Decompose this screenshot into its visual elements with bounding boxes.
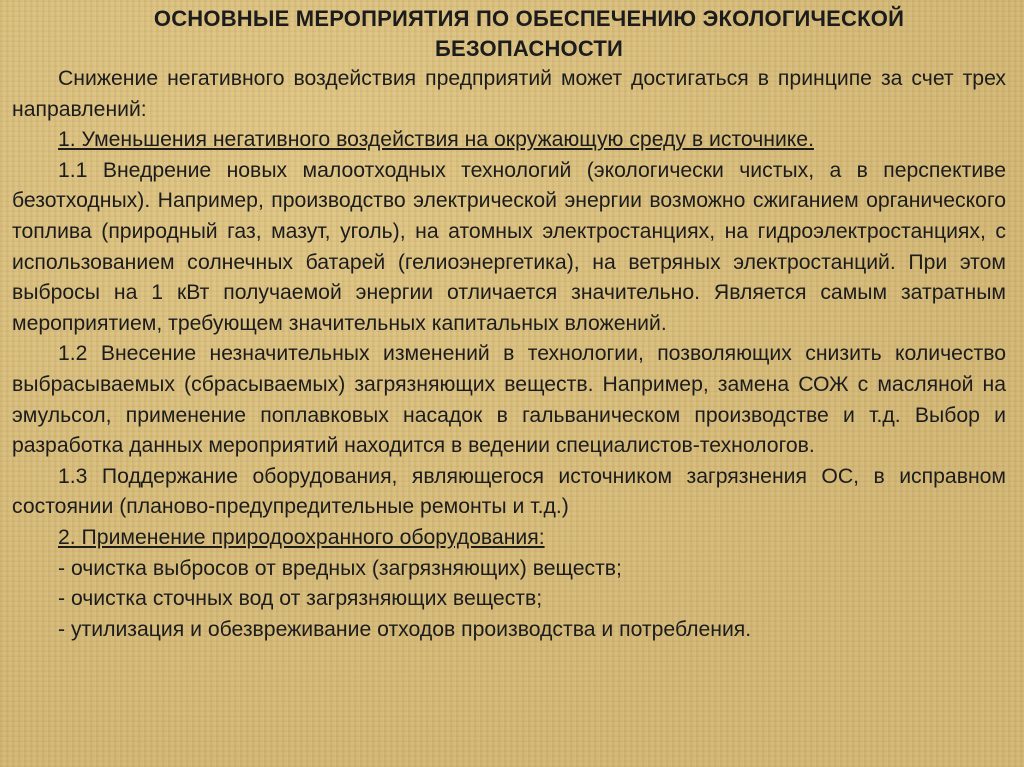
paragraph-1-1: 1.1 Внедрение новых малоотходных технологий (экологически чистых, а в перспективе безотходных). Например, производство электрической энергии возможно сжиганием органического топлива (природный газ, мазут, уголь), на атомных электростанциях, на гидроэлектростанциях, с использованием солнечных батарей (гелиоэнергетика), на ветряных электростанций. При этом выбросы на 1 кВт получаемой энергии отличается значительно. Является самым затратным мероприятием, требующем значительных капитальных вложений. xyxy=(12,158,1006,335)
section-2-heading xyxy=(12,523,1006,554)
paragraph-1-2: 1.2 Внесение незначительных изменений в технологии, позволяющих снизить количество выбрасываемых (сбрасываемых) загрязняющих веществ. Например, замена СОЖ с масляной на эмульсол, применение поплавковых насадок в гальваническом производстве и т.д. Выбор и разработка данных мероприятий находится в ведении специалистов-технологов. xyxy=(12,342,1006,458)
title-line-1: ОСНОВНЫЕ МЕРОПРИЯТИЯ ПО ОБЕСПЕЧЕНИЮ ЭКОЛОГИЧЕСКОЙ xyxy=(153,6,905,31)
slide-title xyxy=(52,4,1006,64)
list-item-emissions: - очистка выбросов от вредных (загрязняющих) веществ; xyxy=(58,556,622,580)
intro-paragraph: Снижение негативного воздействия предприятий может достигаться в принципе за счет трех направлений: xyxy=(12,67,1006,121)
list-item-waste: - утилизация и обезвреживание отходов производства и потребления. xyxy=(58,617,752,641)
list-item-wastewater: - очистка сточных вод от загрязняющих веществ; xyxy=(58,587,543,611)
title-line-2: БЕЗОПАСНОСТИ xyxy=(434,36,624,61)
section-2-heading-text: 2. Применение природоохранного оборудования: xyxy=(58,525,545,549)
section-1-heading-text: 1. Уменьшения негативного воздействия на окружающую среду в источнике. xyxy=(58,128,814,152)
section-1-heading xyxy=(12,125,1006,156)
paragraph-1-3: 1.3 Поддержание оборудования, являющегося источником загрязнения ОС, в исправном состоянии (планово-предупредительные ремонты и т.д.) xyxy=(12,464,1006,519)
